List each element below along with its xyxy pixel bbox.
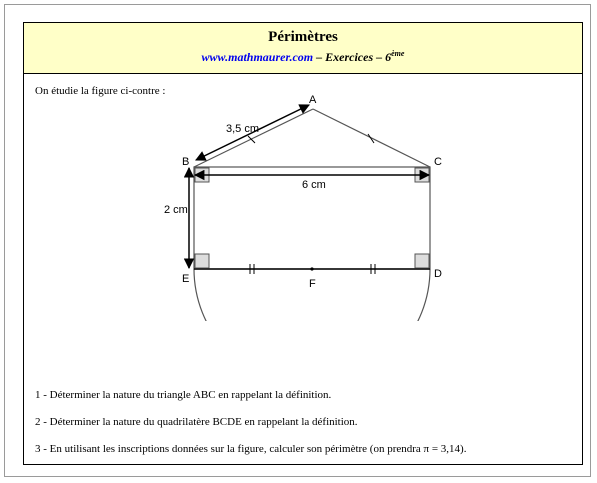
page [4,4,591,477]
header-banner [24,23,582,74]
site-link[interactable]: www.mathmaurer.com [201,50,314,64]
label-length-ab: 3,5 cm [226,123,260,135]
intro-text: On étudie la figure ci-contre : [35,85,166,97]
exercise-box [23,22,583,465]
segment-ab [194,109,313,167]
geometry-figure [164,81,464,321]
label-d: D [434,268,442,280]
point-f-dot [310,267,313,270]
separator: – [373,50,386,64]
page-title: Périmètres [268,29,338,45]
tick-ab [248,136,255,143]
separator: – [313,50,326,64]
label-f: F [309,278,316,290]
level-superscript: ème [391,49,405,58]
segment-ac [313,109,430,167]
label-c: C [434,156,442,168]
label-a: A [309,94,317,106]
level-label: 6 [385,50,392,64]
subtitle [24,46,582,65]
label-length-bc: 6 cm [302,179,326,191]
label-length-be: 2 cm [164,204,188,216]
right-angle-e [195,254,209,268]
question-2: 2 - Déterminer la nature du quadrilatère BCDE en rappelant la définition. [35,416,358,428]
label-b: B [182,156,190,168]
question-3: 3 - En utilisant les inscriptions données sur la figure, calculer son périmètre (on prendra π = 3,14). [35,443,467,455]
right-angle-d [415,254,429,268]
label-e: E [182,273,190,285]
semicircle [194,269,430,321]
question-1: 1 - Déterminer la nature du triangle ABC en rappelant la définition. [35,389,332,401]
exercices-label: Exercices [325,50,374,64]
